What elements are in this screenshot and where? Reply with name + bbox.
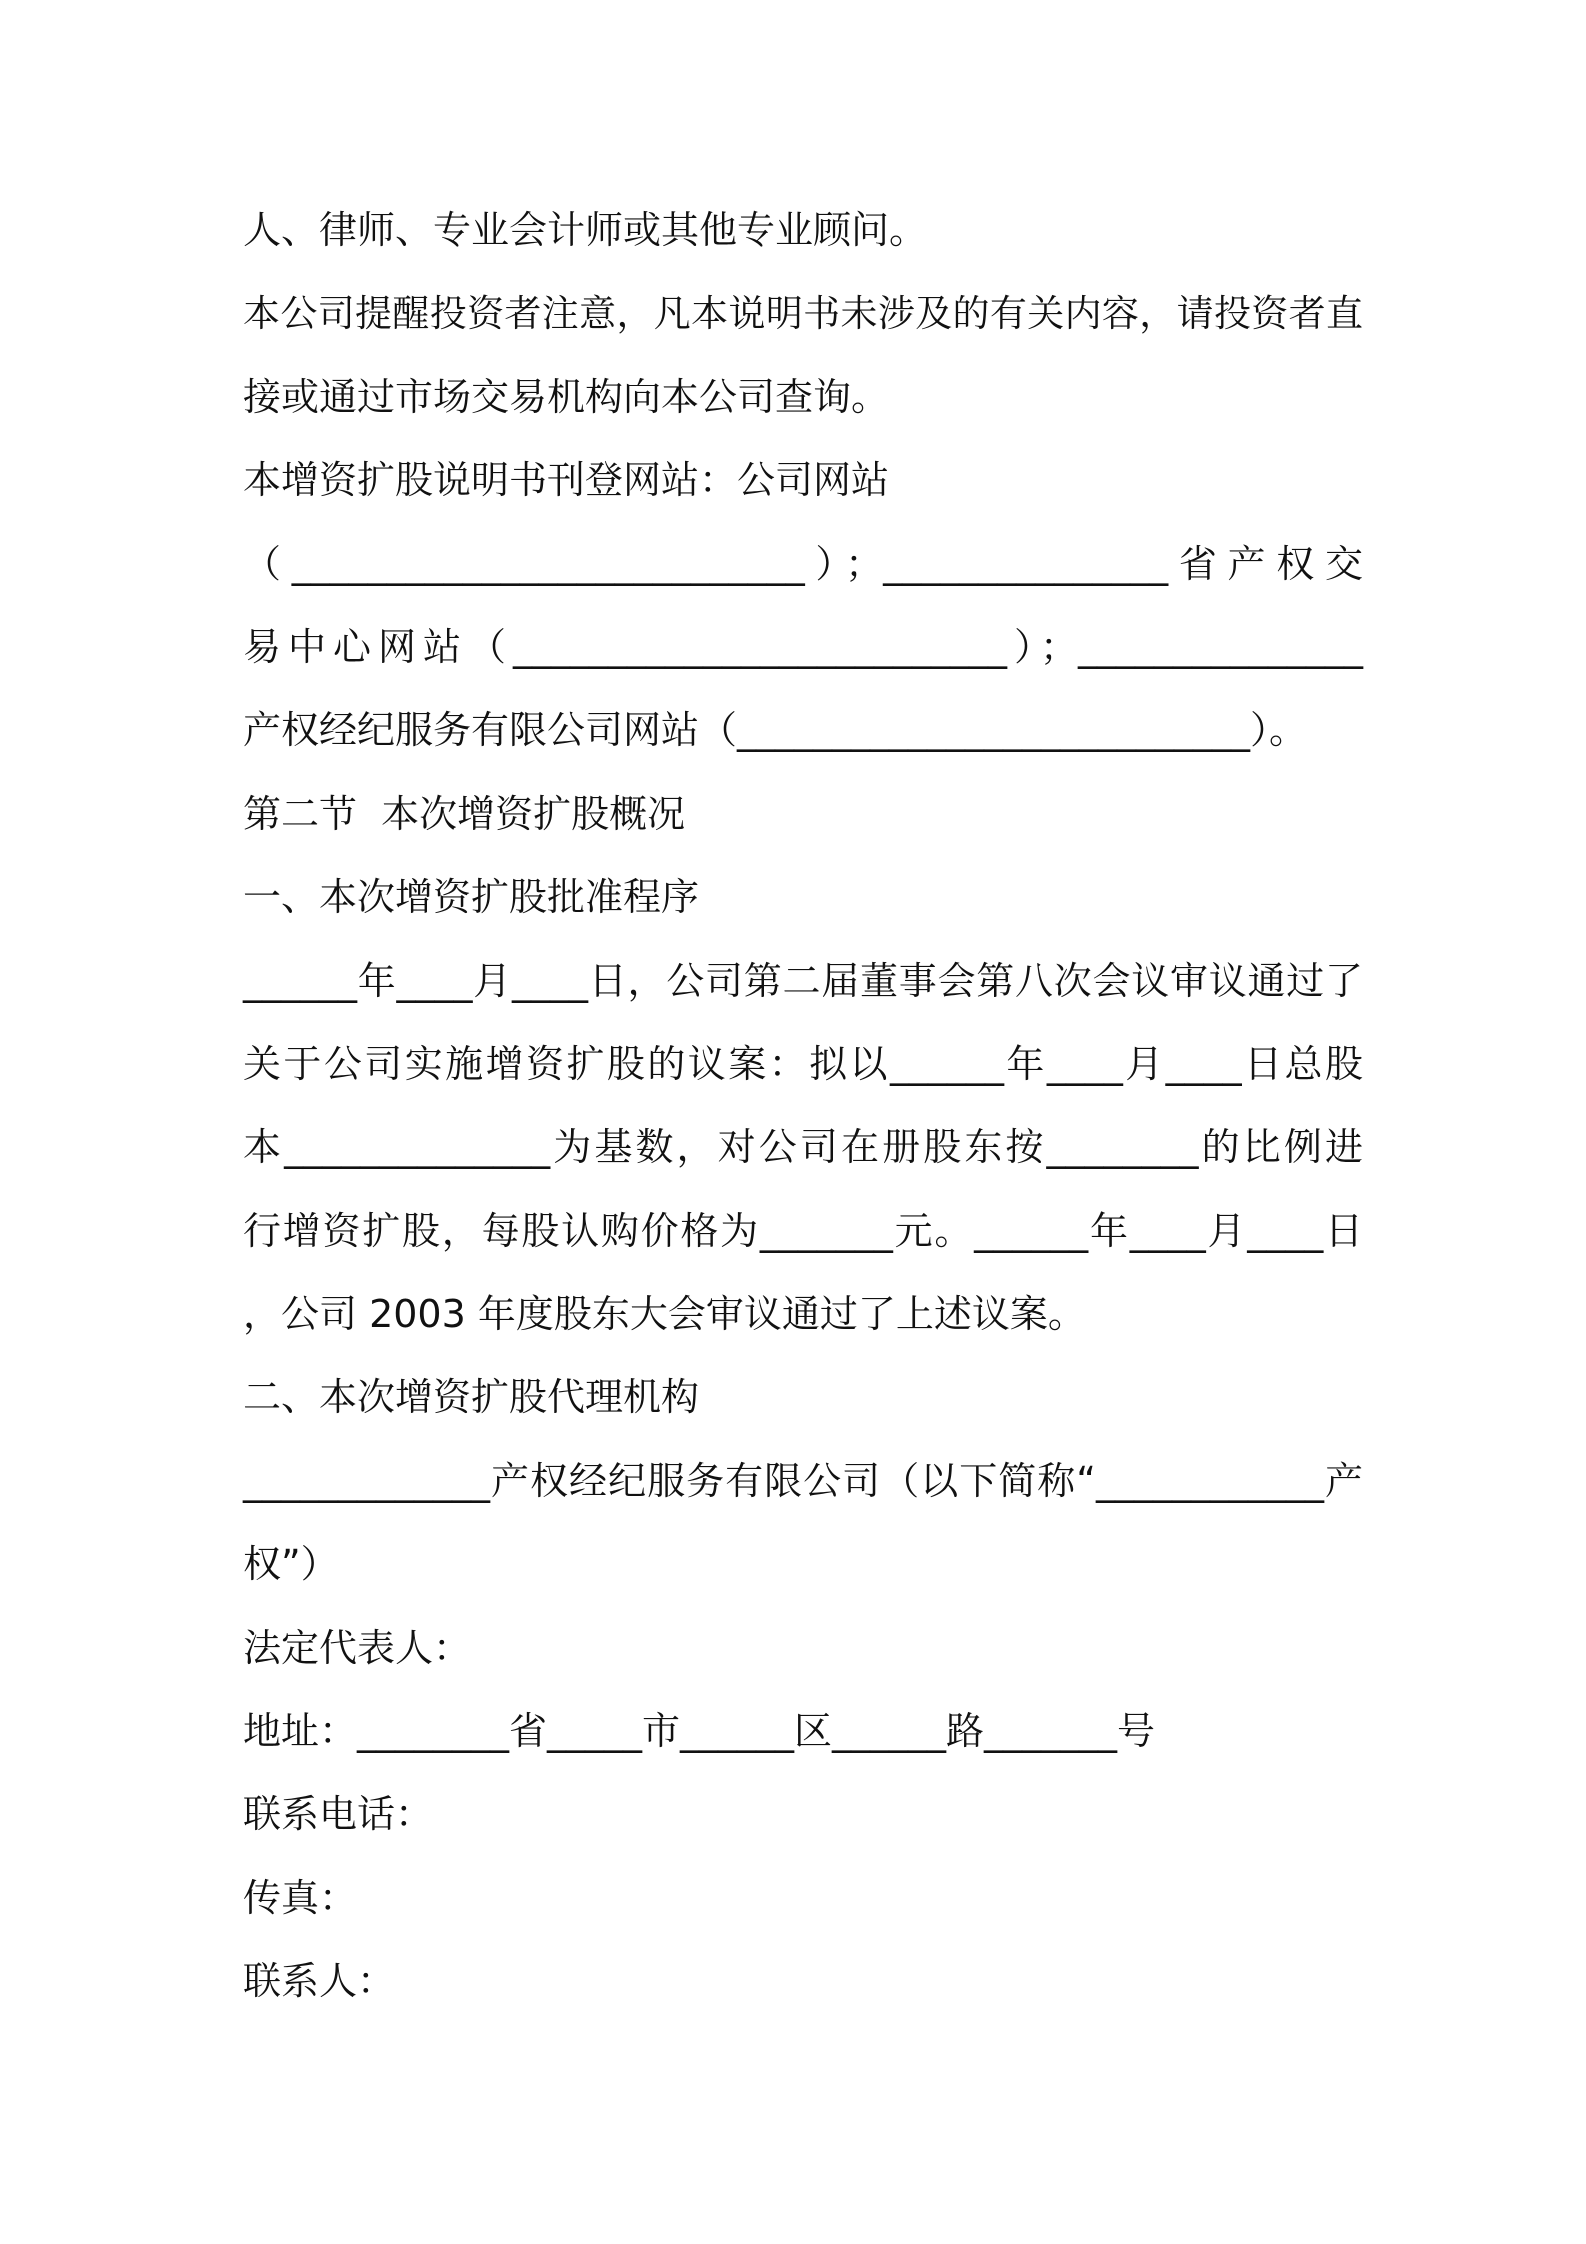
legal-representative-label: 法定代表人：: [243, 1626, 472, 1670]
text-line-14: ，公司 2003 年度股东大会审议通过了上述议案。: [243, 1292, 1086, 1336]
text-line-5: （___________________________）；_______________省产权交: [243, 542, 1363, 586]
text-line-13: 行增资扩股，每股认购价格为_______元。______年____月____日: [243, 1209, 1363, 1253]
contact-person-label: 联系人：: [243, 1959, 396, 2003]
document-page: [243, 0, 1363, 2244]
text-line-4: 本增资扩股说明书刊登网站：公司网站: [243, 458, 890, 502]
text-line-10: ______年____月____日，公司第二届董事会第八次会议审议通过了: [243, 959, 1363, 1003]
phone-label: 联系电话：: [243, 1792, 434, 1836]
text-line-6: 易中心网站（__________________________）；_______________: [243, 625, 1363, 669]
subsection-heading-2: 二、本次增资扩股代理机构: [243, 1375, 700, 1419]
text-line-2: 本公司提醒投资者注意，凡本说明书未涉及的有关内容，请投资者直: [243, 292, 1363, 335]
text-line-17: 权”）: [243, 1542, 339, 1586]
text-line-3: 接或通过市场交易机构向本公司查询。: [243, 375, 890, 419]
text-line-11: 关于公司实施增资扩股的议案：拟以______年____月____日总股: [243, 1042, 1363, 1086]
text-line-16: _____________产权经纪服务有限公司（以下简称“____________产: [243, 1459, 1363, 1503]
subsection-heading-1: 一、本次增资扩股批准程序: [243, 875, 700, 919]
address-line: 地址：________省_____市______区______路_______号: [243, 1709, 1156, 1753]
text-line-7: 产权经纪服务有限公司网站（___________________________）。: [243, 708, 1308, 752]
section-heading: 第二节 本次增资扩股概况: [243, 792, 686, 836]
text-line-1: 人、律师、专业会计师或其他专业顾问。: [243, 208, 928, 252]
text-line-12: 本______________为基数，对公司在册股东按________的比例进: [243, 1125, 1363, 1169]
fax-label: 传真：: [243, 1876, 358, 1920]
